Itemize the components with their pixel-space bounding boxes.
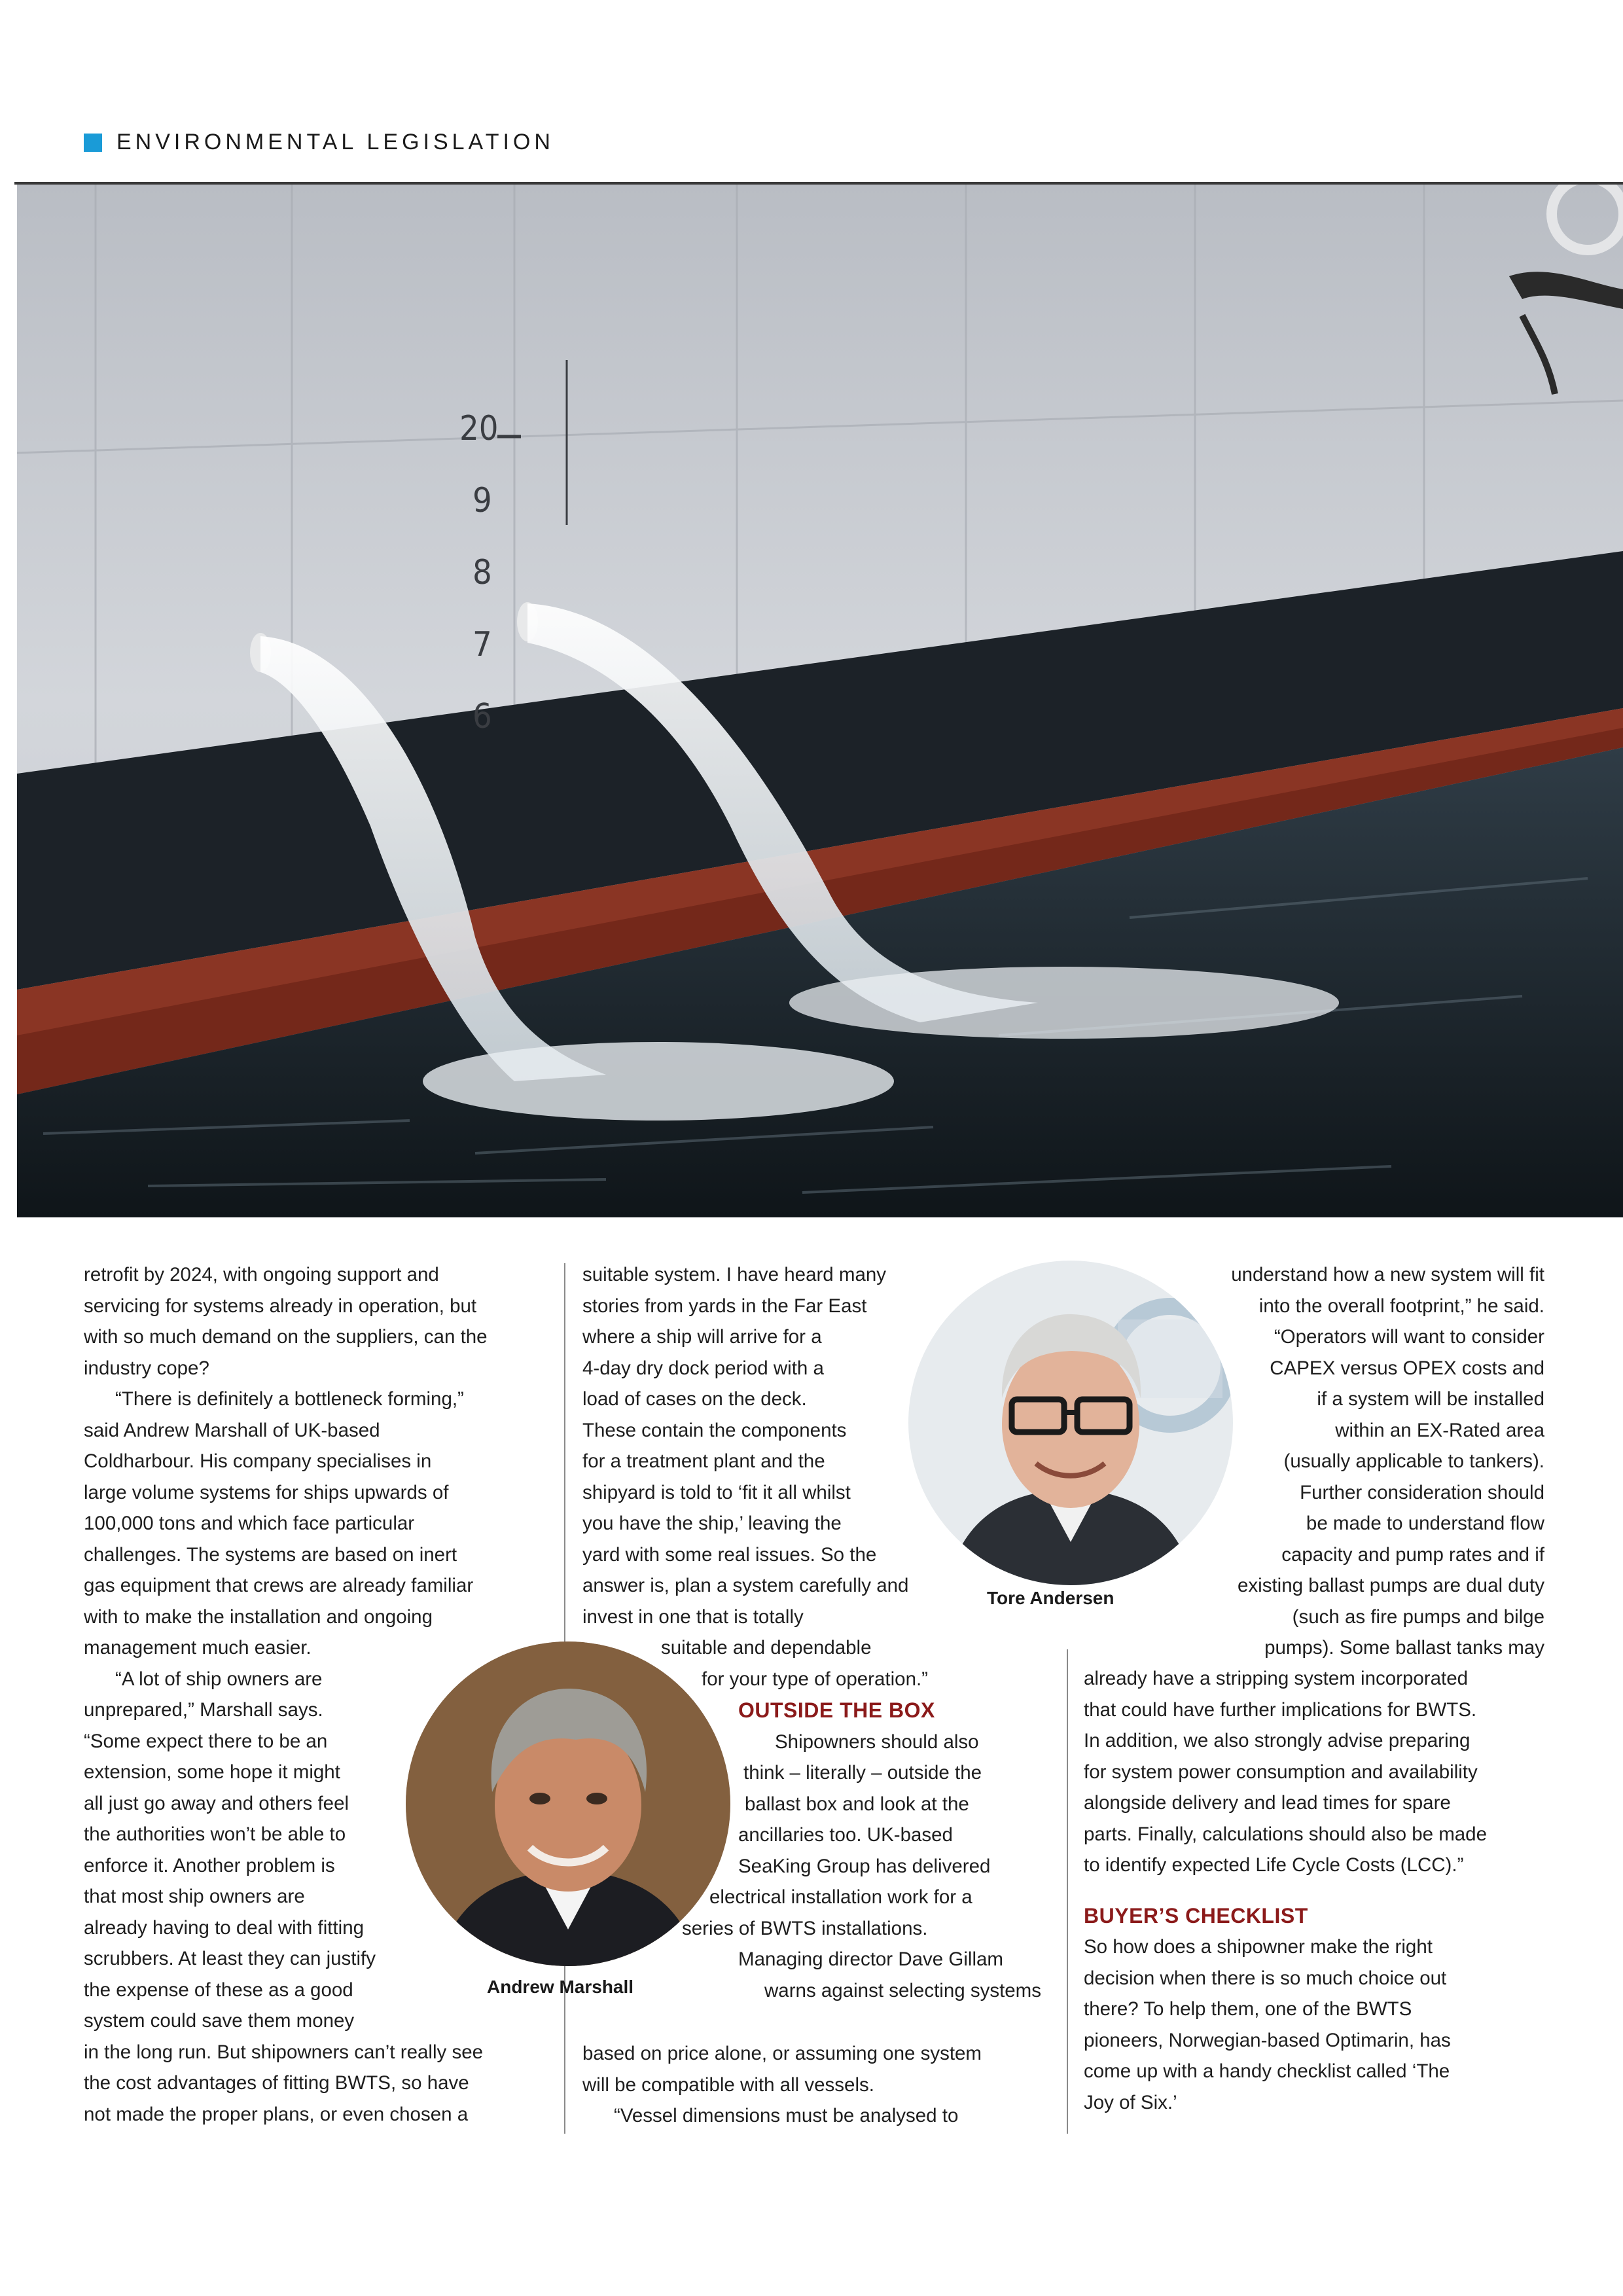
text-line: to identify expected Life Cycle Costs (LCC).” [1084,1854,1464,1876]
text-line: “Operators will want to consider [1274,1326,1544,1348]
portrait-andrew-marshall [406,1641,730,1966]
text-line: gas equipment that crews are already familiar [84,1575,474,1596]
text-line: “Vessel dimensions must be analysed to [614,2105,959,2126]
text-line: invest in one that is totally [582,1605,804,1628]
text-line: challenges. The systems are based on inert [84,1543,457,1566]
section-label [84,130,554,155]
column-divider [1067,1649,1068,2134]
text-line: enforce it. Another problem is [84,1854,335,1876]
text-line: think – literally – outside the [743,1762,982,1784]
text-line: in the long run. But shipowners can’t really see [84,2041,484,2063]
column-2-quote-end [661,1632,1041,1695]
draft-mark: 6 [473,697,492,736]
text-line: unprepared,” Marshall says. [84,1699,323,1721]
text-line: all just go away and others feel [84,1792,349,1814]
text-line: not made the proper plans, or even chosen a [84,2103,469,2125]
text-line: Coldharbour. His company specialises in [84,1450,432,1472]
text-line: already having to deal with fitting [84,1916,365,1939]
text-line: extension, some hope it might [84,1761,340,1783]
text-line: Managing director Dave Gillam [738,1948,1003,1970]
text-line: already have a stripping system incorporated [1084,1668,1469,1689]
text-line: where a ship will arrive for a [582,1326,822,1348]
ship-hull-illustration [17,185,1623,1217]
text-line: the cost advantages of fitting BWTS, so have [84,2072,469,2094]
text-line: with to make the installation and ongoing [84,1605,433,1628]
text-line: said Andrew Marshall of UK-based [84,1419,380,1441]
draft-mark: 7 [473,625,492,664]
text-line: capacity and pump rates and if [1281,1543,1544,1566]
caption-andrew-marshall: Andrew Marshall [487,1977,634,1997]
text-line: come up with a handy checklist called ‘The [1084,2060,1450,2082]
column-2-outside-box [682,1695,1065,2006]
text-line: 4-day dry dock period with a [582,1357,824,1379]
text-line: pioneers, Norwegian-based Optimarin, has [1084,2029,1451,2051]
text-line: will be compatible with all vessels. [582,2073,874,2096]
text-line: if a system will be installed [1317,1388,1544,1410]
text-line: series of BWTS installations. [682,1917,928,1939]
text-line: servicing for systems already in operation, but [84,1295,477,1317]
person-photo-icon [908,1261,1233,1585]
text-line: suitable and dependable [661,1637,872,1659]
hero-photo [17,185,1623,1217]
text-line: for a treatment plant and the [582,1450,825,1472]
portrait-tore-andersen [908,1261,1233,1585]
text-line: understand how a new system will fit [1231,1264,1544,1285]
text-line: In addition, we also strongly advise preparing [1084,1730,1471,1751]
text-line: SeaKing Group has delivered [738,1855,991,1877]
text-line: “A lot of ship owners are [115,1668,323,1690]
text-line: shipyard is told to ‘fit it all whilst [582,1481,851,1503]
column-2-bottom [582,2038,1054,2132]
text-line: pumps). Some ballast tanks may [1264,1637,1544,1659]
text-line: answer is, plan a system carefully and [582,1575,909,1596]
text-line: alongside delivery and lead times for spare [1084,1792,1451,1814]
text-line: electrical installation work for a [709,1886,972,1908]
text-line: So how does a shipowner make the right [1084,1936,1433,1958]
text-line: you have the ship,’ leaving the [582,1513,842,1534]
caption-tore-andersen: Tore Andersen [987,1588,1115,1608]
text-line: be made to understand flow [1306,1513,1544,1534]
text-line: for your type of operation.” [702,1668,928,1690]
column-3-bottom [1084,1663,1555,2118]
text-line: scrubbers. At least they can justify [84,1948,376,1969]
text-line: parts. Finally, calculations should also be made [1084,1823,1487,1845]
text-line: ancillaries too. UK-based [738,1824,953,1846]
text-line: system could save them money [84,2010,355,2032]
draft-mark: 20 [459,409,499,448]
text-line: industry cope? [84,1357,209,1379]
text-line: yard with some real issues. So the [582,1543,877,1566]
text-line: suitable system. I have heard many [582,1264,887,1285]
draft-mark: 8 [473,553,492,592]
text-line: These contain the components [582,1419,847,1441]
text-line: the authorities won’t be able to [84,1823,346,1845]
text-line: Joy of Six.’ [1084,2091,1177,2113]
text-line: into the overall footprint,” he said. [1258,1295,1544,1317]
subhead-buyers-checklist: BUYER’S CHECKLIST [1084,1903,1308,1928]
text-line: Shipowners should also [775,1731,979,1753]
text-line: based on price alone, or assuming one system [582,2043,982,2064]
text-line: warns against selecting systems [764,1979,1042,2001]
text-line: (such as fire pumps and bilge [1292,1605,1544,1628]
section-marker [84,134,102,152]
person-photo-icon [406,1641,730,1966]
text-line: that could have further implications for BWTS. [1084,1698,1477,1721]
text-line: large volume systems for ships upwards of [84,1481,449,1503]
text-line: 100,000 tons and which face particular [84,1513,415,1534]
text-line: decision when there is so much choice out [1084,1967,1447,1989]
text-line: load of cases on the deck. [582,1388,807,1410]
text-line: Further consideration should [1300,1481,1544,1503]
subhead-outside-the-box: OUTSIDE THE BOX [738,1698,935,1722]
text-line: management much easier. [84,1637,312,1659]
section-title: ENVIRONMENTAL LEGISLATION [116,130,554,154]
text-line: with so much demand on the suppliers, can the [84,1326,488,1348]
text-line: there? To help them, one of the BWTS [1084,1998,1412,2020]
text-line: ballast box and look at the [745,1793,969,1815]
text-line: “Some expect there to be an [84,1730,328,1752]
text-line: that most ship owners are [84,1886,305,1907]
text-line: existing ballast pumps are dual duty [1238,1575,1544,1596]
text-line: (usually applicable to tankers). [1283,1450,1544,1472]
text-line: the expense of these as a good [84,1979,353,2001]
text-line: for system power consumption and availability [1084,1761,1478,1783]
text-line: CAPEX versus OPEX costs and [1270,1357,1544,1379]
text-line: stories from yards in the Far East [582,1295,867,1317]
text-line: retrofit by 2024, with ongoing support and [84,1264,439,1285]
draft-mark: 9 [473,481,492,520]
text-line: “There is definitely a bottleneck forming,” [115,1388,464,1410]
text-line: within an EX-Rated area [1335,1419,1544,1441]
